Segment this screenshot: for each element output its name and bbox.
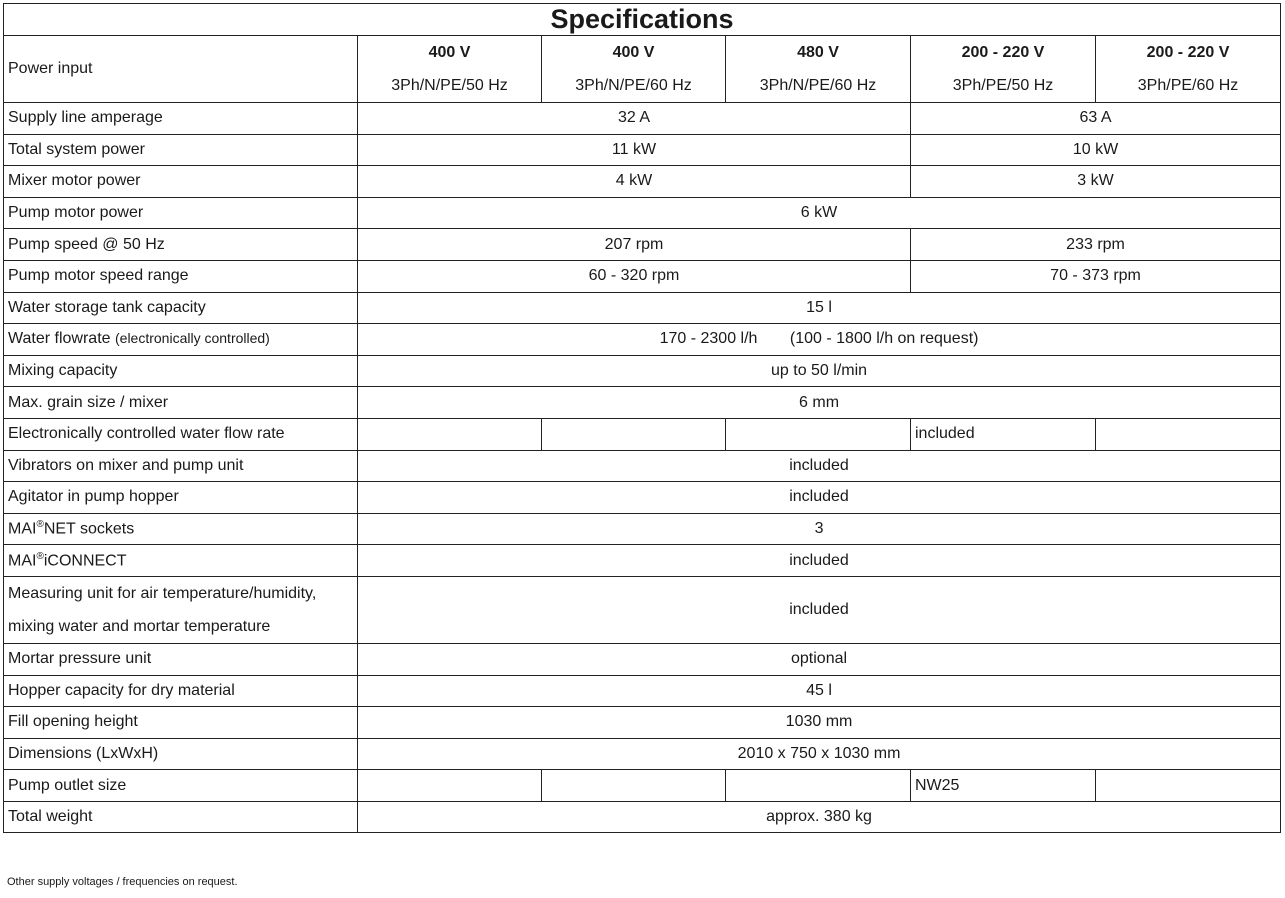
row-label: Pump motor power <box>4 197 358 229</box>
table-title: Specifications <box>4 4 1281 36</box>
label-suffix: iCONNECT <box>43 552 127 570</box>
row-value: 11 kW <box>358 134 911 166</box>
empty-cell <box>542 418 726 450</box>
row-value: included <box>358 545 1281 577</box>
row-value: included <box>358 576 1281 643</box>
table-row <box>4 801 1281 833</box>
column-phase: 3Ph/N/PE/60 Hz <box>575 77 692 94</box>
row-label: Dimensions (LxWxH) <box>4 738 358 770</box>
column-phase: 3Ph/N/PE/60 Hz <box>759 77 877 94</box>
table-row <box>4 103 1281 135</box>
power-column-1 <box>358 36 542 103</box>
row-value: NW25 <box>911 770 1096 802</box>
power-column-2 <box>542 36 726 103</box>
row-value: included <box>358 482 1281 514</box>
brand-prefix: MAI <box>8 552 37 570</box>
table-row <box>4 197 1281 229</box>
table-row <box>4 770 1281 802</box>
registered-mark: ® <box>36 550 44 562</box>
column-phase: 3Ph/PE/50 Hz <box>952 77 1054 94</box>
row-value: 4 kW <box>358 166 911 198</box>
table-row <box>4 545 1281 577</box>
row-value: 70 - 373 rpm <box>911 260 1281 292</box>
column-voltage: 200 - 220 V <box>1146 44 1230 61</box>
table-row <box>4 387 1281 419</box>
row-label: Agitator in pump hopper <box>4 482 358 514</box>
row-value: 207 rpm <box>358 229 911 261</box>
row-value: 6 kW <box>358 197 1281 229</box>
row-label: Electronically controlled water flow rate <box>4 418 358 450</box>
empty-cell <box>726 770 911 802</box>
empty-cell <box>1096 418 1281 450</box>
table-row <box>4 418 1281 450</box>
title-row <box>4 4 1281 36</box>
power-column-4 <box>911 36 1096 103</box>
empty-cell <box>1096 770 1281 802</box>
row-label-text: Water flowrate <box>8 330 111 348</box>
row-label: Mixer motor power <box>4 166 358 198</box>
row-label: Max. grain size / mixer <box>4 387 358 419</box>
table-row <box>4 707 1281 739</box>
table-row <box>4 260 1281 292</box>
power-column-5 <box>1096 36 1281 103</box>
footnote: Other supply voltages / frequencies on request. <box>7 876 238 888</box>
row-value: 63 A <box>911 103 1281 135</box>
row-label: Vibrators on mixer and pump unit <box>4 450 358 482</box>
row-label: Water storage tank capacity <box>4 292 358 324</box>
row-value: 233 rpm <box>911 229 1281 261</box>
row-label: Pump speed @ 50 Hz <box>4 229 358 261</box>
row-label: Total weight <box>4 801 358 833</box>
row-label: Total system power <box>4 134 358 166</box>
row-value: 3 kW <box>911 166 1281 198</box>
row-value: 10 kW <box>911 134 1281 166</box>
row-label-line: mixing water and mortar temperature <box>8 617 271 635</box>
row-label: Mortar pressure unit <box>4 643 358 675</box>
power-input-row <box>4 36 1281 103</box>
row-value <box>358 324 1281 356</box>
row-label: Mixing capacity <box>4 355 358 387</box>
row-value: 60 - 320 rpm <box>358 260 911 292</box>
row-value: approx. 380 kg <box>358 801 1281 833</box>
table-row <box>4 355 1281 387</box>
row-value: 32 A <box>358 103 911 135</box>
label-suffix: NET sockets <box>43 520 135 538</box>
table-row <box>4 134 1281 166</box>
table-row <box>4 324 1281 356</box>
row-label-line: Measuring unit for air temperature/humidity, <box>8 584 317 602</box>
brand-prefix: MAI <box>8 520 37 538</box>
row-value: 6 mm <box>358 387 1281 419</box>
row-value: 1030 mm <box>358 707 1281 739</box>
empty-cell <box>542 770 726 802</box>
registered-mark: ® <box>36 519 44 531</box>
empty-cell <box>358 770 542 802</box>
table-row <box>4 675 1281 707</box>
table-row <box>4 513 1281 545</box>
table-row <box>4 166 1281 198</box>
column-phase: 3Ph/PE/60 Hz <box>1137 77 1239 94</box>
row-label-note: (electronically controlled) <box>115 330 270 347</box>
row-value: up to 50 l/min <box>358 355 1281 387</box>
row-value: included <box>358 450 1281 482</box>
table-row <box>4 229 1281 261</box>
flowrate-on-request: (100 - 1800 l/h on request) <box>789 330 979 348</box>
column-voltage: 400 V <box>428 44 471 61</box>
column-voltage: 200 - 220 V <box>961 44 1045 61</box>
table-row <box>4 450 1281 482</box>
row-label <box>4 576 358 643</box>
row-value: 15 l <box>358 292 1281 324</box>
specifications-table <box>3 3 1281 833</box>
row-label: Pump outlet size <box>4 770 358 802</box>
table-row <box>4 482 1281 514</box>
column-voltage: 480 V <box>797 44 839 61</box>
row-label: Fill opening height <box>4 707 358 739</box>
column-phase: 3Ph/N/PE/50 Hz <box>391 77 508 94</box>
row-value: 3 <box>358 513 1281 545</box>
row-label <box>4 545 358 577</box>
power-column-3 <box>726 36 911 103</box>
row-value: optional <box>358 643 1281 675</box>
row-value: included <box>911 418 1096 450</box>
row-label: Pump motor speed range <box>4 260 358 292</box>
row-label <box>4 513 358 545</box>
column-voltage: 400 V <box>612 44 655 61</box>
row-label <box>4 324 358 356</box>
table-row <box>4 576 1281 643</box>
power-input-label: Power input <box>4 36 358 103</box>
row-label: Hopper capacity for dry material <box>4 675 358 707</box>
empty-cell <box>358 418 542 450</box>
row-value: 45 l <box>358 675 1281 707</box>
flowrate-standard: 170 - 2300 l/h <box>659 330 758 348</box>
table-row <box>4 738 1281 770</box>
table-row <box>4 292 1281 324</box>
table-row <box>4 643 1281 675</box>
row-label: Supply line amperage <box>4 103 358 135</box>
row-value: 2010 x 750 x 1030 mm <box>358 738 1281 770</box>
empty-cell <box>726 418 911 450</box>
